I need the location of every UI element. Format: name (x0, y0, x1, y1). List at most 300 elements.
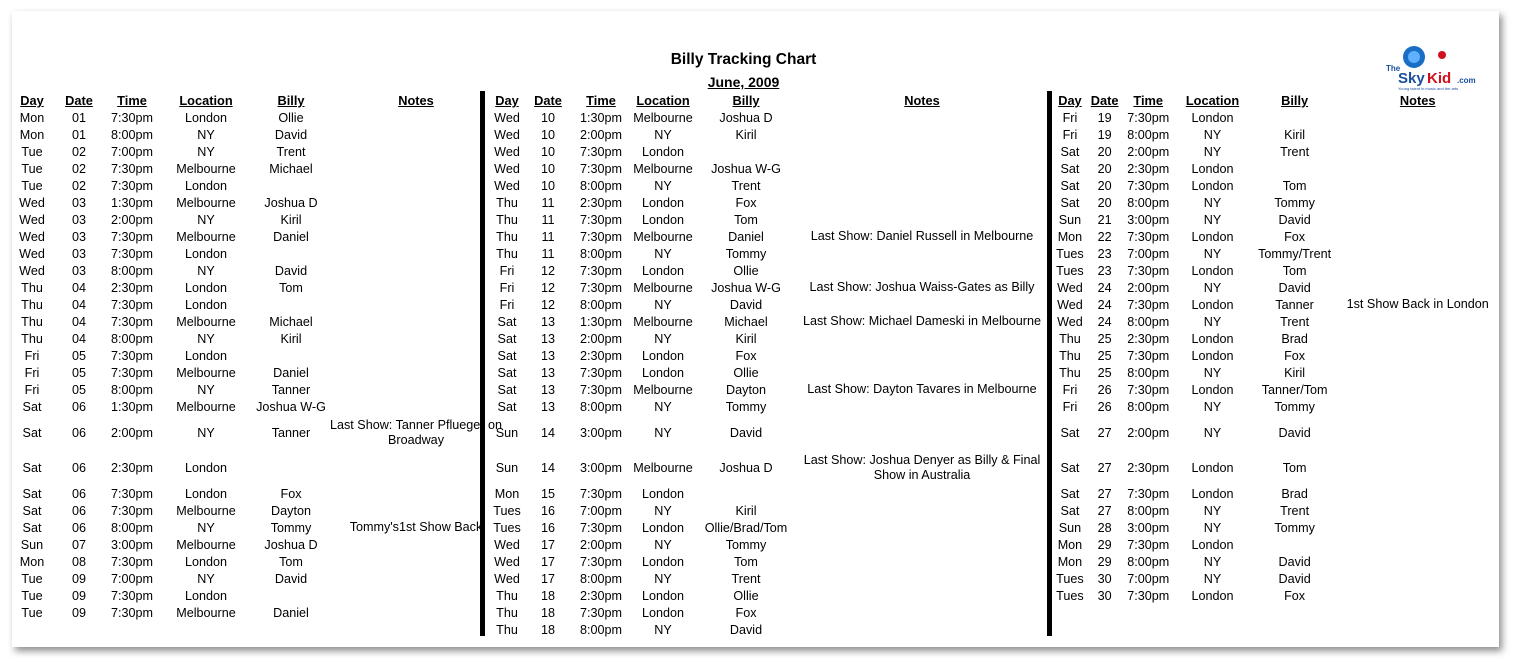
cell-billy: Joshua D (719, 110, 773, 125)
cell-location: NY (1203, 520, 1222, 535)
cell-time: 8:00pm (1127, 365, 1170, 380)
cell-location: NY (1203, 212, 1222, 227)
cell-day: Fri (499, 280, 515, 295)
cell-billy: Tom (734, 554, 758, 569)
cell-time: 7:30pm (579, 229, 622, 244)
cell-time: 2:30pm (579, 588, 622, 603)
cell-day: Fri (499, 263, 515, 278)
cell-notes (326, 450, 506, 485)
cell-billy: Ollie/Brad/Tom (704, 520, 788, 535)
cell-location: London (184, 486, 228, 501)
cell-notes (1336, 536, 1499, 553)
cell-day: Mon (19, 554, 45, 569)
cell-location: NY (1203, 365, 1222, 380)
cell-day: Sat (497, 314, 517, 329)
cell-day: Wed (19, 246, 45, 261)
cell-notes: Last Show: Dayton Tavares in Melbourne (807, 382, 1037, 396)
cell-time: 8:00pm (1127, 195, 1170, 210)
cell-date: 13 (540, 331, 555, 346)
column-header-billy: Billy (1281, 93, 1309, 108)
cell-date: 20 (1097, 178, 1112, 193)
cell-time: 7:30pm (579, 554, 622, 569)
cell-date: 11 (541, 246, 555, 261)
cell-date: 26 (1097, 399, 1112, 414)
cell-billy: Tommy/Trent (1258, 246, 1332, 261)
cell-location: NY (197, 144, 215, 159)
cell-day: Mon (1057, 229, 1083, 244)
cell-notes (798, 262, 1046, 279)
cell-date: 18 (540, 605, 555, 620)
table-row (14, 262, 506, 279)
cell-day: Sun (495, 460, 519, 475)
cell-billy: Michael (724, 314, 768, 329)
cell-time: 2:30pm (110, 280, 153, 295)
cell-time: 7:00pm (110, 571, 153, 586)
schedule-table-3 (1055, 92, 1499, 604)
cell-notes (326, 143, 506, 160)
cell-billy: Ollie (733, 365, 759, 380)
table-row (1055, 211, 1499, 228)
cell-billy (256, 450, 326, 485)
cell-location: London (641, 520, 685, 535)
cell-time: 7:30pm (110, 110, 153, 125)
cell-location: London (1191, 263, 1234, 278)
cell-notes (798, 143, 1046, 160)
cell-billy: Ollie (733, 588, 759, 603)
cell-date: 06 (71, 399, 86, 414)
cell-location: NY (197, 331, 215, 346)
table-row (1055, 364, 1499, 381)
cell-location: London (641, 588, 685, 603)
cell-location: NY (1203, 280, 1222, 295)
table-row (488, 160, 1046, 177)
cell-location: Melbourne (633, 460, 693, 475)
cell-billy: Tanner (271, 382, 311, 397)
cell-location: NY (197, 382, 215, 397)
table-row (1055, 553, 1499, 570)
table-row (488, 262, 1046, 279)
cell-notes (798, 126, 1046, 143)
cell-billy: Joshua W-G (256, 399, 326, 414)
cell-time: 7:30pm (579, 365, 622, 380)
cell-notes (1336, 160, 1499, 177)
cell-date: 04 (71, 297, 86, 312)
cell-notes: Last Show: Michael Dameski in Melbourne (803, 314, 1041, 328)
cell-day: Thu (21, 280, 43, 295)
table-row (1055, 109, 1499, 126)
cell-day: Tue (21, 571, 43, 586)
logo-tagline: Young talent in music and the arts (1398, 86, 1459, 91)
cell-time: 7:00pm (579, 503, 622, 518)
cell-billy: Kiril (280, 212, 302, 227)
cell-notes (798, 553, 1046, 570)
cell-location: Melbourne (633, 161, 693, 176)
cell-billy: Tommy (725, 246, 767, 261)
cell-day: Fri (499, 297, 515, 312)
cell-location: London (1191, 297, 1234, 312)
cell-time: 3:00pm (579, 425, 622, 440)
cell-notes (1336, 109, 1499, 126)
cell-time: 8:00pm (1127, 554, 1170, 569)
cell-date: 17 (540, 571, 555, 586)
table-row (14, 587, 506, 604)
cell-notes (1336, 177, 1499, 194)
cell-time: 7:30pm (110, 314, 153, 329)
table-row (488, 296, 1046, 313)
table-row (488, 587, 1046, 604)
cell-billy: Fox (735, 605, 757, 620)
table-row (1055, 347, 1499, 364)
cell-location: NY (197, 263, 215, 278)
cell-day: Thu (496, 246, 518, 261)
cell-location: NY (197, 425, 215, 440)
column-header-notes: Notes (1399, 93, 1436, 108)
cell-location: NY (654, 127, 672, 142)
cell-date: 03 (71, 229, 86, 244)
cell-billy: David (729, 622, 763, 637)
table-row (1055, 296, 1499, 313)
cell-time: 2:00pm (110, 425, 153, 440)
cell-date: 25 (1097, 348, 1112, 363)
cell-time: 7:30pm (110, 246, 153, 261)
cell-time: 1:30pm (110, 399, 153, 414)
column-header-day: Day (1058, 93, 1082, 108)
cell-billy: Trent (276, 144, 306, 159)
cell-day: Wed (494, 110, 520, 125)
table-row (1055, 587, 1499, 604)
cell-notes (326, 194, 506, 211)
cell-time: 7:30pm (579, 144, 622, 159)
cell-time: 2:00pm (110, 212, 153, 227)
cell-billy: David (729, 297, 763, 312)
cell-notes (1336, 245, 1499, 262)
cell-notes (326, 211, 506, 228)
cell-day: Thu (496, 622, 518, 637)
cell-time: 8:00pm (1127, 503, 1170, 518)
cell-time: 3:00pm (1127, 212, 1170, 227)
cell-day: Mon (19, 127, 45, 142)
cell-billy: Tom (279, 554, 303, 569)
cell-day: Sun (20, 537, 44, 552)
cell-notes (798, 211, 1046, 228)
cell-location: NY (1203, 571, 1222, 586)
cell-billy: Kiril (1284, 127, 1306, 142)
cell-location: NY (654, 537, 672, 552)
cell-time: 8:00pm (1127, 127, 1170, 142)
cell-billy: Fox (1284, 588, 1306, 603)
cell-billy (256, 347, 326, 364)
cell-billy (256, 587, 326, 604)
cell-date: 25 (1097, 331, 1112, 346)
cell-time: 8:00pm (110, 382, 153, 397)
cell-billy: Daniel (273, 229, 309, 244)
cell-time: 2:00pm (579, 537, 622, 552)
cell-location: NY (1203, 554, 1222, 569)
cell-time: 7:30pm (579, 161, 622, 176)
cell-notes (1336, 313, 1499, 330)
cell-day: Wed (494, 144, 520, 159)
cell-location: Melbourne (176, 195, 236, 210)
cell-date: 17 (540, 554, 555, 569)
cell-location: London (641, 212, 685, 227)
cell-notes (1336, 485, 1499, 502)
cell-location: Melbourne (633, 110, 693, 125)
cell-location: Melbourne (633, 280, 693, 295)
cell-day: Sat (1060, 144, 1080, 159)
table-row (14, 211, 506, 228)
cell-location: NY (197, 571, 215, 586)
cell-billy: Trent (731, 178, 761, 193)
cell-notes: Last Show: Tanner Pflueger on Broadway (330, 417, 502, 447)
cell-date: 10 (540, 178, 555, 193)
cell-location: London (1191, 588, 1234, 603)
cell-day: Sat (1060, 503, 1080, 518)
cell-billy: Tom (1282, 460, 1307, 475)
cell-date: 16 (540, 503, 555, 518)
cell-notes (1336, 415, 1499, 450)
cell-location: London (1191, 486, 1234, 501)
cell-billy (1253, 160, 1337, 177)
cell-location: NY (1203, 195, 1222, 210)
cell-billy: Trent (1280, 314, 1310, 329)
cell-notes (798, 296, 1046, 313)
column-header-time: Time (117, 93, 147, 108)
table-row (1055, 228, 1499, 245)
cell-date: 11 (541, 195, 555, 210)
cell-location: NY (1203, 144, 1222, 159)
table-row (14, 194, 506, 211)
cell-date: 19 (1097, 110, 1112, 125)
cell-billy: Ollie (278, 110, 304, 125)
table-row (488, 143, 1046, 160)
cell-date: 29 (1097, 554, 1112, 569)
cell-date: 04 (71, 331, 86, 346)
cell-time: 8:00pm (110, 263, 153, 278)
cell-date: 22 (1097, 229, 1112, 244)
cell-location: NY (1203, 127, 1222, 142)
cell-notes (326, 587, 506, 604)
cell-billy: Tom (734, 212, 758, 227)
cell-location: Melbourne (176, 503, 236, 518)
cell-time: 7:30pm (1127, 263, 1170, 278)
cell-day: Sun (1058, 212, 1082, 227)
table-row (1055, 398, 1499, 415)
cell-billy (1253, 109, 1337, 126)
cell-billy: Michael (269, 161, 313, 176)
cell-day: Tues (1056, 571, 1084, 586)
cell-date: 27 (1097, 503, 1112, 518)
page-subtitle: June, 2009 (707, 74, 780, 90)
cell-billy: Tommy (725, 399, 767, 414)
table-row (14, 604, 506, 621)
cell-location: Melbourne (176, 537, 236, 552)
column-header-billy: Billy (732, 93, 760, 108)
cell-date: 30 (1097, 588, 1112, 603)
cell-day: Wed (19, 195, 45, 210)
cell-time: 8:00pm (579, 622, 622, 637)
cell-date: 14 (540, 425, 555, 440)
skykid-logo-icon (1386, 39, 1496, 99)
cell-location: NY (654, 425, 672, 440)
cell-time: 2:30pm (1127, 161, 1170, 176)
column-header-time: Time (586, 93, 616, 108)
cell-day: Wed (1057, 280, 1083, 295)
cell-day: Sat (22, 503, 42, 518)
cell-day: Tue (21, 161, 43, 176)
table-row (14, 450, 506, 485)
cell-location: NY (654, 178, 672, 193)
cell-time: 7:30pm (1127, 178, 1170, 193)
cell-location: London (184, 178, 228, 193)
schedule-table-2 (488, 92, 1046, 638)
table-row (14, 160, 506, 177)
table-row (14, 296, 506, 313)
cell-date: 27 (1097, 425, 1112, 440)
cell-billy (694, 485, 798, 502)
table-row (14, 177, 506, 194)
cell-date: 09 (71, 588, 86, 603)
cell-notes (798, 519, 1046, 536)
cell-date: 21 (1097, 212, 1112, 227)
cell-billy (256, 177, 326, 194)
table-row (488, 621, 1046, 638)
cell-location: NY (654, 503, 672, 518)
cell-day: Wed (494, 571, 520, 586)
cell-date: 04 (71, 280, 86, 295)
cell-date: 06 (71, 503, 86, 518)
cell-location: Melbourne (633, 382, 693, 397)
cell-billy: Michael (269, 314, 313, 329)
cell-location: NY (654, 622, 672, 637)
cell-billy: Kiril (735, 127, 757, 142)
cell-day: Fri (1062, 127, 1078, 142)
cell-day: Sat (497, 382, 517, 397)
cell-location: London (1191, 110, 1234, 125)
table-row (14, 415, 506, 450)
cell-billy: David (1278, 425, 1311, 440)
cell-date: 10 (540, 127, 555, 142)
cell-time: 7:30pm (1127, 110, 1170, 125)
cell-day: Wed (19, 229, 45, 244)
cell-date: 05 (71, 382, 86, 397)
cell-day: Thu (496, 588, 518, 603)
cell-date: 02 (71, 161, 86, 176)
cell-billy: Trent (1280, 144, 1310, 159)
cell-day: Fri (24, 382, 40, 397)
cell-location: London (641, 605, 685, 620)
column-header-day: Day (20, 93, 44, 108)
cell-day: Sat (1060, 178, 1080, 193)
column-header-date: Date (65, 93, 93, 108)
cell-location: London (1191, 348, 1234, 363)
table-row (1055, 450, 1499, 485)
cell-notes (1336, 553, 1499, 570)
column-header-location: Location (1185, 93, 1240, 108)
cell-date: 06 (71, 486, 86, 501)
column-header-location: Location (179, 93, 233, 108)
cell-location: London (1191, 161, 1234, 176)
cell-date: 09 (71, 571, 86, 586)
cell-day: Mon (19, 110, 45, 125)
cell-date: 18 (540, 588, 555, 603)
cell-notes (798, 364, 1046, 381)
cell-notes (1336, 228, 1499, 245)
cell-day: Thu (21, 297, 43, 312)
cell-billy: Tommy (1274, 520, 1315, 535)
cell-billy: Kiril (1284, 365, 1306, 380)
cell-notes (326, 279, 506, 296)
cell-location: London (641, 144, 685, 159)
cell-notes (798, 194, 1046, 211)
cell-day: Tue (21, 178, 43, 193)
table-row (14, 126, 506, 143)
cell-date: 07 (71, 537, 86, 552)
cell-date: 30 (1097, 571, 1112, 586)
cell-day: Wed (19, 263, 45, 278)
cell-notes (798, 415, 1046, 450)
cell-billy: Fox (280, 486, 302, 501)
cell-location: London (184, 280, 228, 295)
cell-time: 7:30pm (110, 161, 153, 176)
logo-sky: Sky (1398, 70, 1425, 87)
cell-billy: Daniel (728, 229, 764, 244)
cell-date: 10 (540, 144, 555, 159)
cell-notes (326, 364, 506, 381)
cell-time: 2:00pm (1127, 144, 1170, 159)
cell-notes (326, 553, 506, 570)
cell-location: Melbourne (176, 605, 236, 620)
cell-location: London (1191, 331, 1234, 346)
logo-the: The (1386, 64, 1401, 73)
cell-day: Sat (1060, 486, 1080, 501)
cell-billy: Tommy (1274, 399, 1315, 414)
cell-time: 2:30pm (1127, 331, 1170, 346)
cell-time: 2:00pm (579, 127, 622, 142)
section-1 (14, 92, 506, 621)
cell-billy: Joshua D (719, 460, 773, 475)
cell-time: 7:00pm (110, 144, 153, 159)
table-row (488, 502, 1046, 519)
table-row (14, 279, 506, 296)
cell-billy: David (729, 425, 763, 440)
cell-day: Wed (494, 161, 520, 176)
cell-billy (256, 245, 326, 262)
column-header-date: Date (534, 93, 562, 108)
schedule-table-1 (14, 92, 506, 621)
cell-notes (798, 536, 1046, 553)
table-row (488, 381, 1046, 398)
cell-day: Mon (1057, 554, 1083, 569)
cell-date: 16 (540, 520, 555, 535)
cell-date: 04 (71, 314, 86, 329)
cell-time: 7:00pm (1127, 571, 1170, 586)
cell-day: Fri (1062, 382, 1078, 397)
cell-date: 03 (71, 212, 86, 227)
cell-date: 15 (540, 486, 555, 501)
cell-time: 1:30pm (110, 195, 153, 210)
cell-notes (1336, 143, 1499, 160)
cell-date: 23 (1097, 263, 1112, 278)
cell-day: Thu (1059, 331, 1081, 346)
table-row (1055, 143, 1499, 160)
cell-notes (798, 245, 1046, 262)
column-divider (1047, 91, 1052, 636)
cell-location: Melbourne (176, 365, 236, 380)
table-row (14, 502, 506, 519)
cell-day: Fri (24, 365, 40, 380)
cell-day: Sat (22, 520, 42, 535)
table-row (14, 519, 506, 536)
